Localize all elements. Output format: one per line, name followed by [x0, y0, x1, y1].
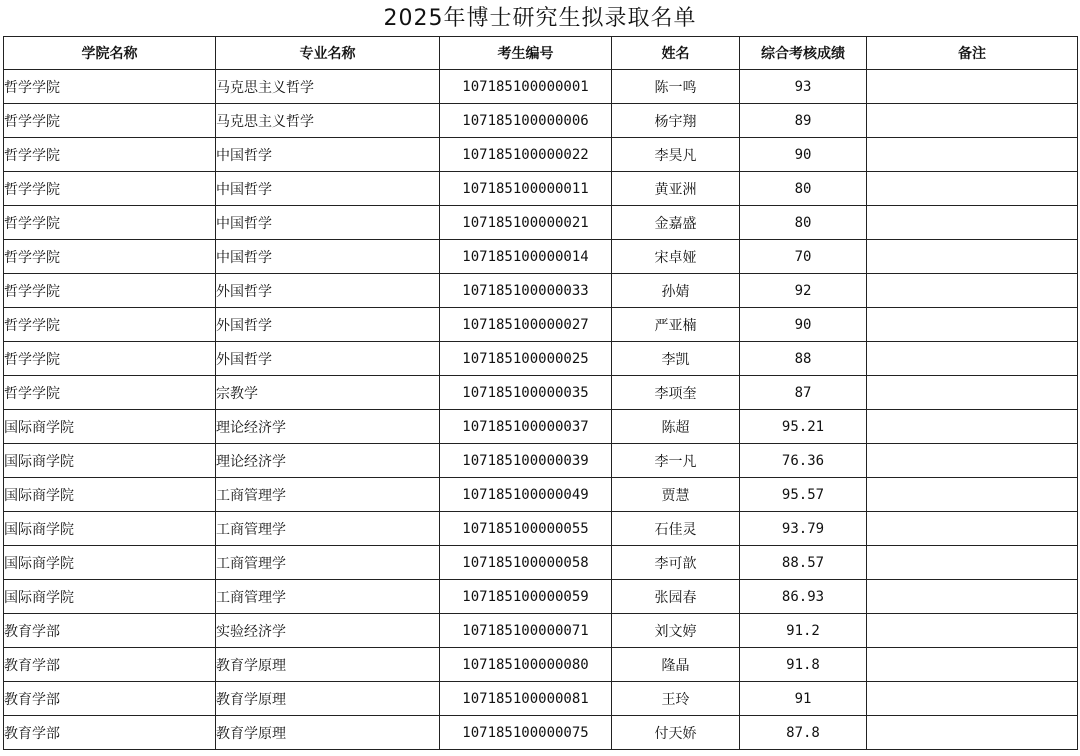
cell-name: 陈一鸣	[612, 70, 740, 104]
column-header-candidate-id: 考生编号	[440, 37, 612, 70]
cell-note	[867, 206, 1078, 240]
cell-note	[867, 648, 1078, 682]
cell-candidate-id: 107185100000035	[440, 376, 612, 410]
table-row	[4, 410, 1078, 444]
table-row	[4, 648, 1078, 682]
cell-major: 宗教学	[216, 376, 440, 410]
cell-school: 国际商学院	[4, 580, 216, 614]
cell-note	[867, 512, 1078, 546]
cell-major: 外国哲学	[216, 274, 440, 308]
cell-school: 国际商学院	[4, 444, 216, 478]
cell-name: 宋卓娅	[612, 240, 740, 274]
cell-note	[867, 444, 1078, 478]
cell-score: 91.8	[740, 648, 867, 682]
cell-school: 国际商学院	[4, 546, 216, 580]
cell-note	[867, 410, 1078, 444]
cell-name: 严亚楠	[612, 308, 740, 342]
cell-name: 李可歆	[612, 546, 740, 580]
cell-candidate-id: 107185100000037	[440, 410, 612, 444]
cell-note	[867, 546, 1078, 580]
cell-name: 张园春	[612, 580, 740, 614]
cell-candidate-id: 107185100000059	[440, 580, 612, 614]
cell-school: 哲学学院	[4, 274, 216, 308]
cell-candidate-id: 107185100000033	[440, 274, 612, 308]
table-row	[4, 70, 1078, 104]
cell-score: 91.2	[740, 614, 867, 648]
cell-name: 陈超	[612, 410, 740, 444]
cell-note	[867, 308, 1078, 342]
cell-major: 工商管理学	[216, 478, 440, 512]
cell-major: 教育学原理	[216, 716, 440, 750]
cell-candidate-id: 107185100000071	[440, 614, 612, 648]
cell-score: 93	[740, 70, 867, 104]
admission-roster-table	[3, 36, 1078, 750]
cell-score: 95.21	[740, 410, 867, 444]
cell-score: 92	[740, 274, 867, 308]
cell-note	[867, 478, 1078, 512]
cell-major: 理论经济学	[216, 444, 440, 478]
cell-note	[867, 580, 1078, 614]
document-title: 2025年博士研究生拟录取名单	[383, 6, 697, 31]
cell-score: 88.57	[740, 546, 867, 580]
cell-candidate-id: 107185100000027	[440, 308, 612, 342]
cell-candidate-id: 107185100000014	[440, 240, 612, 274]
cell-note	[867, 716, 1078, 750]
table-body	[4, 70, 1078, 750]
column-header-major: 专业名称	[216, 37, 440, 70]
cell-score: 90	[740, 308, 867, 342]
table-header-row	[4, 37, 1078, 70]
table-row	[4, 308, 1078, 342]
table-row	[4, 342, 1078, 376]
cell-major: 教育学原理	[216, 682, 440, 716]
cell-major: 中国哲学	[216, 172, 440, 206]
cell-note	[867, 240, 1078, 274]
cell-major: 中国哲学	[216, 206, 440, 240]
cell-note	[867, 138, 1078, 172]
cell-name: 李一凡	[612, 444, 740, 478]
cell-note	[867, 376, 1078, 410]
table-row	[4, 104, 1078, 138]
cell-candidate-id: 107185100000075	[440, 716, 612, 750]
cell-name: 隆晶	[612, 648, 740, 682]
cell-name: 黄亚洲	[612, 172, 740, 206]
cell-score: 86.93	[740, 580, 867, 614]
cell-major: 工商管理学	[216, 512, 440, 546]
cell-school: 国际商学院	[4, 410, 216, 444]
cell-school: 哲学学院	[4, 104, 216, 138]
cell-note	[867, 104, 1078, 138]
cell-name: 刘文婷	[612, 614, 740, 648]
column-header-name: 姓名	[612, 37, 740, 70]
cell-major: 实验经济学	[216, 614, 440, 648]
cell-score: 76.36	[740, 444, 867, 478]
cell-major: 马克思主义哲学	[216, 70, 440, 104]
column-header-school: 学院名称	[4, 37, 216, 70]
cell-major: 外国哲学	[216, 342, 440, 376]
cell-score: 88	[740, 342, 867, 376]
cell-name: 付天娇	[612, 716, 740, 750]
cell-candidate-id: 107185100000080	[440, 648, 612, 682]
cell-score: 80	[740, 206, 867, 240]
cell-note	[867, 274, 1078, 308]
cell-major: 工商管理学	[216, 580, 440, 614]
cell-name: 李项奎	[612, 376, 740, 410]
cell-school: 哲学学院	[4, 376, 216, 410]
cell-school: 教育学部	[4, 682, 216, 716]
cell-candidate-id: 107185100000058	[440, 546, 612, 580]
table-row	[4, 444, 1078, 478]
cell-school: 教育学部	[4, 614, 216, 648]
column-header-note: 备注	[867, 37, 1078, 70]
cell-major: 工商管理学	[216, 546, 440, 580]
cell-school: 哲学学院	[4, 342, 216, 376]
cell-score: 87.8	[740, 716, 867, 750]
table-row	[4, 206, 1078, 240]
cell-major: 外国哲学	[216, 308, 440, 342]
cell-name: 杨宇翔	[612, 104, 740, 138]
cell-major: 教育学原理	[216, 648, 440, 682]
cell-major: 中国哲学	[216, 240, 440, 274]
cell-name: 石佳灵	[612, 512, 740, 546]
cell-school: 国际商学院	[4, 478, 216, 512]
cell-school: 国际商学院	[4, 512, 216, 546]
cell-note	[867, 682, 1078, 716]
cell-school: 教育学部	[4, 648, 216, 682]
cell-candidate-id: 107185100000011	[440, 172, 612, 206]
cell-school: 哲学学院	[4, 172, 216, 206]
table-row	[4, 716, 1078, 750]
cell-major: 中国哲学	[216, 138, 440, 172]
cell-candidate-id: 107185100000001	[440, 70, 612, 104]
cell-score: 91	[740, 682, 867, 716]
table-row	[4, 614, 1078, 648]
cell-note	[867, 172, 1078, 206]
cell-name: 李昊凡	[612, 138, 740, 172]
cell-candidate-id: 107185100000049	[440, 478, 612, 512]
cell-candidate-id: 107185100000021	[440, 206, 612, 240]
table-row	[4, 172, 1078, 206]
cell-name: 孙婧	[612, 274, 740, 308]
cell-candidate-id: 107185100000022	[440, 138, 612, 172]
cell-score: 95.57	[740, 478, 867, 512]
cell-school: 哲学学院	[4, 206, 216, 240]
cell-note	[867, 342, 1078, 376]
cell-name: 金嘉盛	[612, 206, 740, 240]
cell-school: 哲学学院	[4, 138, 216, 172]
cell-name: 李凯	[612, 342, 740, 376]
cell-school: 哲学学院	[4, 308, 216, 342]
cell-score: 90	[740, 138, 867, 172]
cell-score: 80	[740, 172, 867, 206]
cell-school: 教育学部	[4, 716, 216, 750]
cell-candidate-id: 107185100000006	[440, 104, 612, 138]
cell-major: 理论经济学	[216, 410, 440, 444]
table-row	[4, 512, 1078, 546]
table-row	[4, 580, 1078, 614]
cell-candidate-id: 107185100000039	[440, 444, 612, 478]
table-row	[4, 240, 1078, 274]
table-row	[4, 376, 1078, 410]
cell-score: 89	[740, 104, 867, 138]
cell-name: 王玲	[612, 682, 740, 716]
cell-candidate-id: 107185100000025	[440, 342, 612, 376]
cell-candidate-id: 107185100000081	[440, 682, 612, 716]
cell-score: 87	[740, 376, 867, 410]
cell-name: 贾慧	[612, 478, 740, 512]
cell-note	[867, 70, 1078, 104]
table-row	[4, 682, 1078, 716]
cell-major: 马克思主义哲学	[216, 104, 440, 138]
cell-school: 哲学学院	[4, 70, 216, 104]
cell-school: 哲学学院	[4, 240, 216, 274]
cell-score: 93.79	[740, 512, 867, 546]
table-row	[4, 478, 1078, 512]
cell-candidate-id: 107185100000055	[440, 512, 612, 546]
table-row	[4, 274, 1078, 308]
cell-score: 70	[740, 240, 867, 274]
cell-note	[867, 614, 1078, 648]
table-row	[4, 546, 1078, 580]
table-row	[4, 138, 1078, 172]
column-header-score: 综合考核成绩	[740, 37, 867, 70]
